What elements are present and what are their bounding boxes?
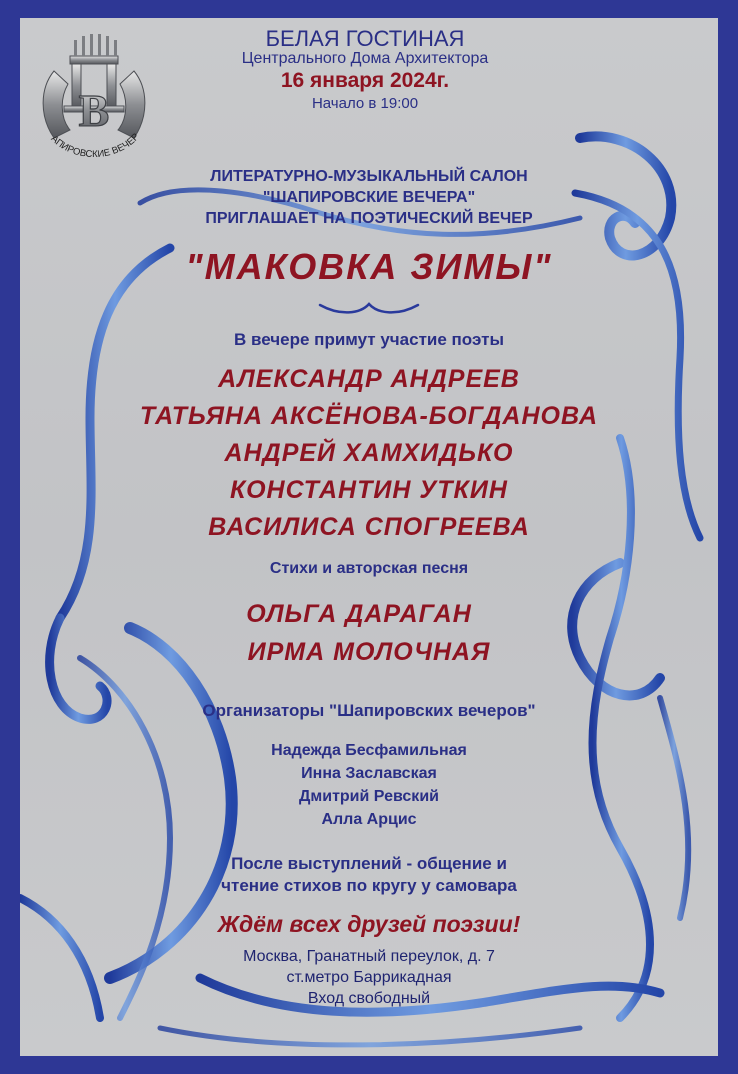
poet-name: ТАТЬЯНА АКСЁНОВА-БОГДАНОВА (139, 402, 599, 430)
event-title: "МАКОВКА ЗИМЫ" (185, 246, 553, 287)
poet-name: АЛЕКСАНДР АНДРЕЕВ (218, 365, 520, 393)
salon-logo (34, 26, 154, 166)
invitation-poster (20, 18, 718, 1056)
singer-name: ИРМА МОЛОЧНАЯ (247, 638, 491, 666)
poet-name: КОНСТАНТИН УТКИН (230, 476, 508, 504)
intro-line-3: ПРИГЛАШАЕТ НА ПОЭТИЧЕСКИЙ ВЕЧЕР (205, 210, 533, 227)
singer-name: ОЛЬГА ДАРАГАН (246, 600, 472, 628)
organizer-name: Алла Арцис (321, 811, 417, 828)
intro-line-2: "ШАПИРОВСКИЕ ВЕЧЕРА" (262, 189, 476, 206)
organizer-name: Надежда Бесфамильная (271, 742, 467, 759)
venue-place: Центрального Дома Архитектора (241, 50, 489, 67)
organizers-heading: Организаторы "Шапировских вечеров" (202, 701, 536, 720)
songs-heading: Стихи и авторская песня (269, 560, 469, 577)
event-date: 16 января 2024г. (280, 69, 450, 92)
after-line-1: После выступлений - общение и (231, 854, 507, 873)
welcome-text: Ждём всех друзей поэзии! (217, 911, 521, 937)
start-time: Начало в 19:00 (311, 95, 419, 112)
organizer-name: Дмитрий Ревский (299, 788, 439, 805)
after-line-2: чтение стихов по кругу у самовара (221, 876, 517, 895)
address-line-3: Вход свободный (307, 990, 431, 1007)
intro-line-1: ЛИТЕРАТУРНО-МУЗЫКАЛЬНЫЙ САЛОН (210, 168, 528, 185)
poets-heading: В вечере примут участие поэты (234, 330, 504, 349)
logo-monogram: B (78, 85, 110, 136)
ornate-monogram-logo-icon (34, 26, 154, 166)
poet-name: ВАСИЛИСА СПОГРЕЕВА (208, 513, 530, 541)
address-line-2: ст.метро Баррикадная (286, 969, 452, 986)
address-line-1: Москва, Гранатный переулок, д. 7 (243, 948, 495, 965)
organizer-name: Инна Заславская (301, 765, 437, 782)
venue-name: БЕЛАЯ ГОСТИНАЯ (265, 26, 465, 51)
logo-caption: АПИРОВСКИЕ ВЕЧЕР (48, 131, 142, 161)
poet-name: АНДРЕЙ ХАМХИДЬКО (224, 439, 514, 467)
